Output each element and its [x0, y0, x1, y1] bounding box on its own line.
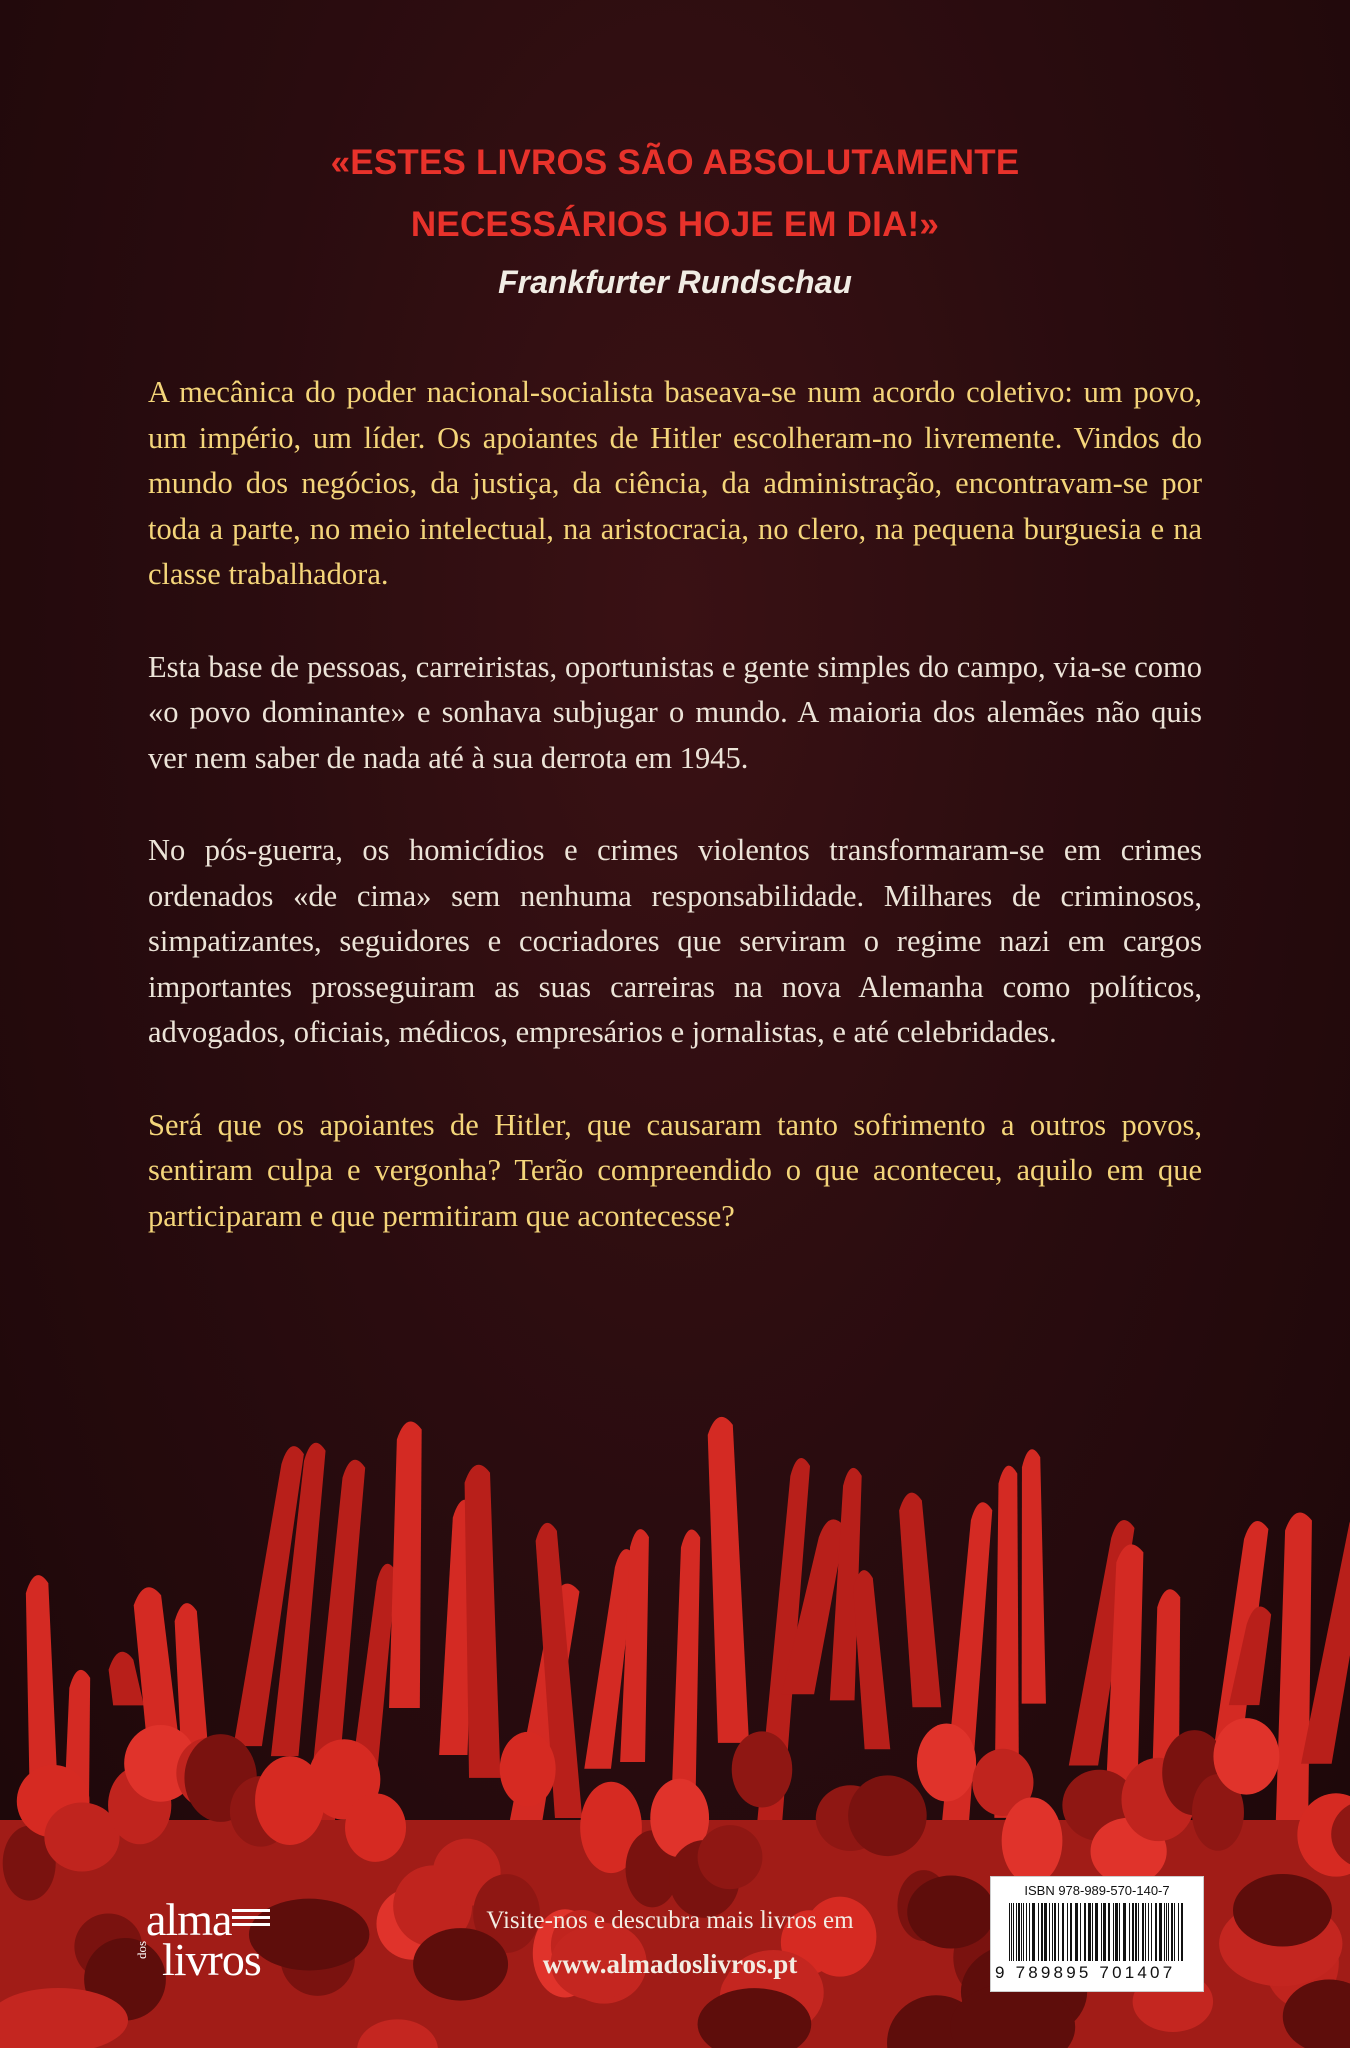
logo-text-livros: livros [162, 1934, 261, 1985]
barcode-bar [1023, 1903, 1024, 1961]
barcode-bar [1058, 1903, 1059, 1961]
barcode-bar [1016, 1903, 1017, 1961]
barcode-bar [1029, 1903, 1030, 1961]
crowd-head [500, 1732, 556, 1807]
barcode-bar [1142, 1903, 1144, 1961]
barcode-bar [1026, 1903, 1027, 1961]
blurb [148, 370, 1202, 1286]
barcode-bar [1132, 1903, 1134, 1961]
crowd-head [698, 1825, 763, 1889]
alma-dos-livros-logo [134, 1894, 280, 1992]
barcode-bar [1164, 1903, 1165, 1961]
blurb-paragraph-4: Será que os apoiantes de Hitler, que causaram tanto sofrimento a outros povos, sentiram culpa e vergonha? Terão compreendido o que aconteceu, aquilo em que participaram e que permitiram que acontecesse? [148, 1107, 1202, 1233]
visit-text: Visite-nos e descubra mais livros em [486, 1907, 854, 1934]
barcode-bar [1084, 1903, 1086, 1961]
quote-line-1: «ESTES LIVROS SÃO ABSOLUTAMENTE [330, 143, 1020, 182]
website-url: www.almadoslivros.pt [542, 1949, 798, 1979]
barcode-bar [1088, 1903, 1091, 1961]
barcode-bar [1159, 1903, 1162, 1961]
crowd-head [44, 1802, 119, 1871]
blurb-paragraph-1: A mecânica do poder nacional-socialista baseava-se num acordo coletivo: um povo, um império, um líder. Os apoiantes de Hitler escolheram-no livremente. Vindos do mundo dos negócios, da justiça, da ciência, da administração, encontravam-se por toda a parte, no meio intelectual, na aristocracia, no clero, na pequena burguesia e na classe trabalhadora. [148, 375, 1202, 591]
barcode-bar [1123, 1903, 1126, 1961]
logo-text-dos: dos [134, 1940, 149, 1959]
barcode-bar [1018, 1903, 1020, 1961]
isbn-label: ISBN 978-989-570-140-7 [1024, 1883, 1170, 1898]
barcode-bar [1113, 1903, 1114, 1961]
barcode-bar [1138, 1903, 1139, 1961]
barcode-bar [1054, 1903, 1056, 1961]
barcode-bar [1062, 1903, 1064, 1961]
barcode-bar [1075, 1903, 1078, 1961]
barcode-bar [1013, 1903, 1014, 1961]
crowd-head [848, 1775, 927, 1856]
logo-text-alma: alma [146, 1894, 232, 1945]
quote-line-2: NECESSÁRIOS HOJE EM DIA!» [410, 205, 940, 244]
barcode-bar [1021, 1903, 1022, 1961]
raised-arm [389, 1422, 422, 1709]
barcode-bar [1135, 1903, 1137, 1961]
crowd-head [1213, 1718, 1279, 1794]
barcode-bar [1181, 1903, 1183, 1961]
barcode-bar [1052, 1903, 1053, 1961]
isbn-barcode [990, 1876, 1204, 1992]
barcode-bar [1178, 1903, 1179, 1961]
barcode-bar [1011, 1903, 1012, 1961]
raised-arm [1022, 1449, 1046, 1703]
barcode-bar [1171, 1903, 1173, 1961]
barcode-bar [1148, 1903, 1149, 1961]
crowd-head [917, 1724, 976, 1802]
barcode-bar [1155, 1903, 1157, 1961]
raised-arm [465, 1465, 501, 1778]
press-quote [0, 132, 1350, 306]
barcode-bar [1092, 1903, 1093, 1961]
barcode-bar [1129, 1903, 1130, 1961]
blurb-paragraph-3: No pós-guerra, os homicídios e crimes violentos transformaram-se em crimes ordenados «de cima» sem nenhuma responsabilidade. Milhares de criminosos, simpatizantes, seguidores e cocriadores que serviram o regime nazi em cargos importantes prosseguiram as suas carreiras na nova Alemanha como políticos, advogados, oficiais, médicos, empresários e jornalistas, e até celebridades. [148, 833, 1202, 1049]
blurb-paragraph-2: Esta base de pessoas, carreiristas, oportunistas e gente simples do campo, via-se como «o povo dominante» e sonhava subjugar o mundo. A maioria dos alemães não quis ver nem saber de nada até à sua derrota em 1945. [148, 649, 1202, 775]
barcode-bar [1049, 1903, 1050, 1961]
crowd-head [732, 1731, 793, 1807]
isbn-digits: 9 789895 701407 [995, 1963, 1176, 1982]
barcode-bar [1041, 1903, 1043, 1961]
barcode-bar [1168, 1903, 1169, 1961]
barcode-bar [1108, 1903, 1110, 1961]
barcode-bar [1070, 1903, 1072, 1961]
barcode-bar [1119, 1903, 1120, 1961]
raised-arm [899, 1493, 941, 1708]
barcode-icon [1009, 1903, 1185, 1963]
barcode-bar [1044, 1903, 1047, 1961]
raised-arm [1275, 1512, 1312, 1846]
barcode-bar [1145, 1903, 1146, 1961]
barcode-bar [1103, 1903, 1106, 1961]
raised-arm [853, 1570, 890, 1749]
crowd-shoulder [1233, 1874, 1332, 1947]
raised-arm [352, 1564, 396, 1771]
barcode-bar [1032, 1903, 1035, 1961]
quote-source: Frankfurter Rundschau [498, 264, 852, 300]
barcode-bar [1009, 1903, 1010, 1961]
barcode-bar [1174, 1903, 1175, 1961]
publisher-website-block [400, 1902, 940, 1984]
raised-arm [109, 1652, 144, 1706]
raised-arm [708, 1417, 749, 1743]
barcode-bar [1038, 1903, 1039, 1961]
barcode-bar [1166, 1903, 1167, 1961]
crowd-head [1002, 1797, 1063, 1884]
crowd-head [345, 1793, 406, 1861]
logo-book-lines-icon [232, 1909, 270, 1930]
barcode-bar [1080, 1903, 1081, 1961]
barcode-bar [1115, 1903, 1118, 1961]
barcode-bar [1151, 1903, 1152, 1961]
barcode-bar [1095, 1903, 1098, 1961]
barcode-bar [1067, 1903, 1068, 1961]
barcode-bar [1101, 1903, 1102, 1961]
